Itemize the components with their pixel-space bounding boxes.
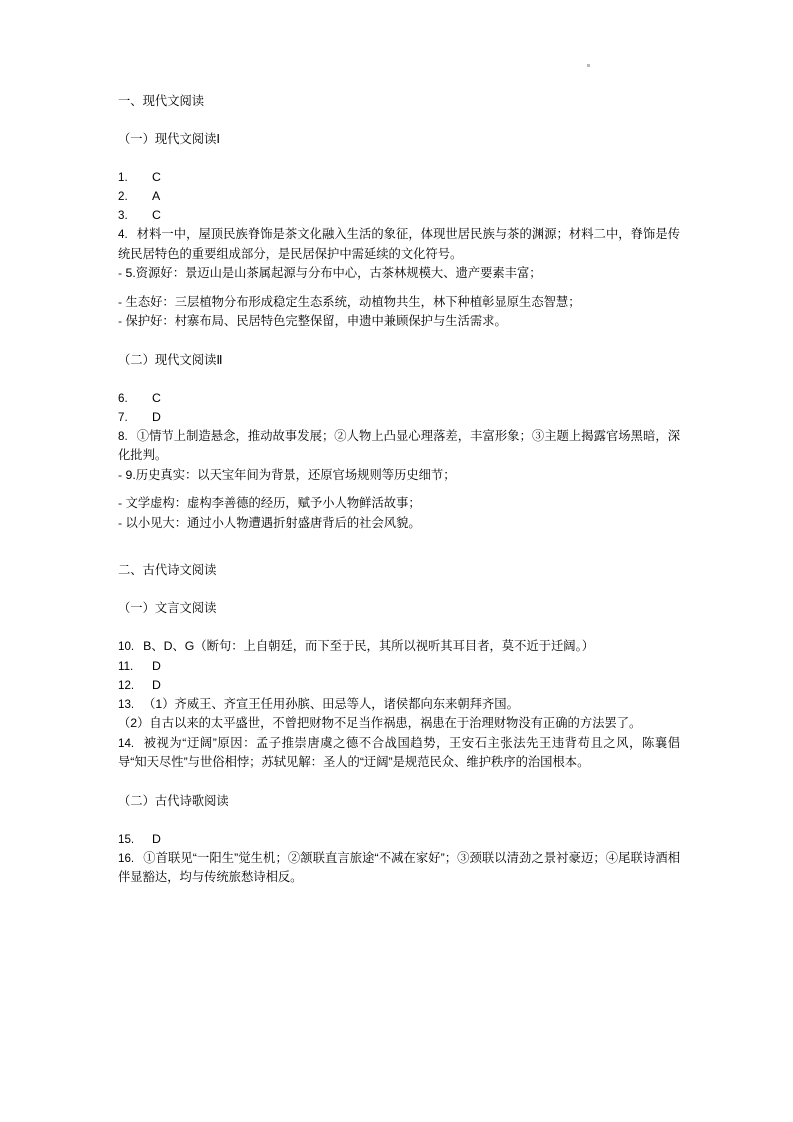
answer-item [118,427,680,466]
answer-number: 14. [118,736,135,750]
answer-value: A [152,189,161,203]
answer-item [118,389,680,408]
answer-value: C [152,390,161,405]
page-mark-dot [587,64,590,67]
answer-item [118,657,680,676]
dash-marker: - [118,266,123,280]
answer-number: 8. [118,429,128,443]
answer-value: （2）自古以来的太平盛世，不曾把财物不足当作祸患，祸患在于治理财物没有正确的方法罢了。 [118,716,642,730]
subsection-heading-1-1: （一）现代文阅读Ⅰ [118,132,221,146]
answer-value: 历史真实：以天宝年间为背景，还原官场规则等历史细节； [135,467,456,482]
answer-item [118,466,680,486]
answer-number: 12. [118,678,135,692]
answer-value: D [152,409,161,424]
subsection-heading-2-1: （一）文言文阅读 [118,601,217,615]
answer-number: 11. [118,659,134,673]
answer-value: 材料一中，屋顶民族脊饰是茶文化融入生活的象征，体现世居民族与茶的渊源；材料二中，脊饰是传统民居特色的重要组成部分，是民居保护中需延续的文化符号。 [118,227,680,261]
answer-number: 9. [125,467,136,482]
answer-value: C [152,170,161,184]
answer-item [118,312,680,332]
answer-value: ①首联见“一阳生”觉生机；②颔联直言旅途“不减在家好”；③颈联以清劲之景衬豪迈；④尾联诗酒相伴显豁达，均与传统旅愁诗相反。 [118,850,680,884]
answer-number: 15. [118,832,135,846]
answer-item [118,206,680,225]
answer-value: （1）齐威王、齐宣王任用孙膑、田忌等人，诸侯都向东来朝拜齐国。 [143,696,519,711]
answer-number: 16. [118,851,135,865]
answer-item [118,187,680,206]
answer-value: D [152,658,161,673]
answer-item [118,408,680,427]
answer-item [118,734,680,773]
answer-value: D [152,677,161,692]
section-heading-1: 一、现代文阅读 [118,94,205,108]
answer-item [118,514,680,534]
answer-number: 4. [118,228,128,241]
answer-item [118,637,680,657]
answer-value: 以小见大：通过小人物遭遇折射盛唐背后的社会风貌。 [125,515,421,530]
answer-number: 7. [118,410,128,424]
dash-marker: - [118,496,123,510]
answer-value: 保护好：村寨布局、民居特色完整保留，申遗中兼顾保护与生活需求。 [125,314,507,328]
answer-number: 2. [118,190,128,203]
answer-item [118,830,680,849]
answer-value: B、D、G（断句：上自朝廷，而下至于民，其所以视听其耳目者，莫不近于迁阔。） [143,639,595,653]
subsection-heading-1-2: （二）现代文阅读Ⅱ [118,352,223,367]
dash-marker: - [118,294,123,309]
answer-value: 生态好：三层植物分布形成稳定生态系统，动植物共生，林下种植彰显原生态智慧； [125,294,581,309]
dash-marker: - [118,314,123,328]
dash-marker: - [118,467,123,482]
subsection-heading-2-2: （二）古代诗歌阅读 [118,793,229,808]
answer-item [118,264,680,284]
answer-number: 13. [118,697,135,711]
answer-item [118,676,680,695]
answer-value: ①情节上制造悬念，推动故事发展；②人物上凸显心理落差，丰富形象；③主题上揭露官场黑暗，深化批判。 [118,428,680,462]
dash-marker: - [118,515,123,530]
answer-number: 1. [118,171,128,184]
answer-value: 被视为“迂阔”原因：孟子推崇唐虞之德不合战国趋势，王安石主张法先王违背苟且之风，陈襄倡导“知天尽性”与世俗相悖；苏轼见解：圣人的“迂阔”是规范民众、维护秩序的治国根本。 [118,735,680,769]
answer-value: 资源好：景迈山是山茶属起源与分布中心，古茶林规模大、遗产要素丰富； [135,266,542,280]
document-content [118,92,680,888]
answer-item [118,168,680,187]
answer-number: 5. [125,266,136,280]
answer-value: C [152,208,161,222]
answer-item [118,695,680,715]
section-heading-2: 二、古代诗文阅读 [118,563,217,577]
answer-item [118,293,680,313]
answer-item [118,714,680,734]
answer-item [118,225,680,264]
answer-number: 3. [118,209,128,222]
answer-item [118,849,680,888]
answer-value: 文学虚构：虚构李善德的经历，赋予小人物鲜活故事； [125,496,421,510]
answer-number: 10. [118,640,135,653]
answer-number: 6. [118,391,128,405]
answer-value: D [152,831,161,846]
answer-item [118,494,680,514]
